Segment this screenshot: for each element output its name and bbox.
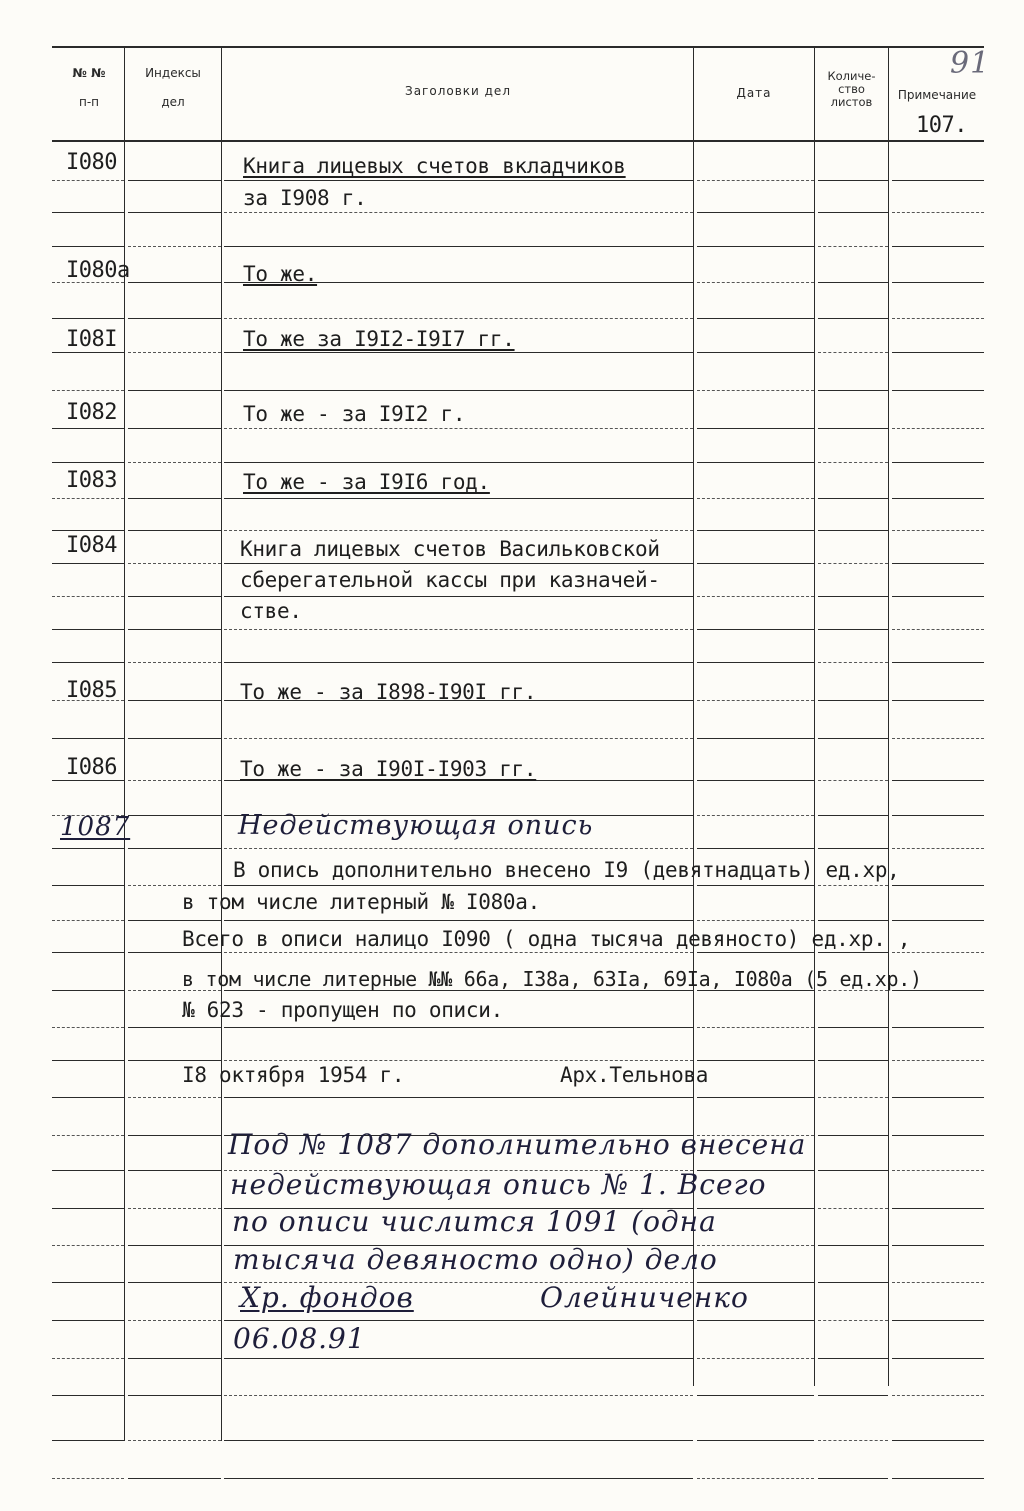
entry-number-7: I085 (66, 678, 117, 703)
row-rule (52, 738, 124, 739)
row-rule (52, 1282, 124, 1283)
handwritten-note-line4: тысяча девяносто одно) дело (233, 1243, 718, 1276)
row-rule (128, 1320, 221, 1321)
row-rule (128, 1060, 221, 1061)
row-rule (224, 1060, 693, 1061)
row-rule (52, 1440, 124, 1441)
row-rule (892, 390, 984, 391)
row-rule (128, 180, 221, 181)
row-rule (818, 1170, 888, 1171)
row-rule (128, 1208, 221, 1209)
row-rule (892, 498, 984, 499)
row-rule (697, 1478, 814, 1479)
row-rule (818, 1060, 888, 1061)
row-rule (697, 1320, 814, 1321)
row-rule (128, 462, 221, 463)
corner-mark: 91 (950, 46, 991, 81)
row-rule (128, 498, 221, 499)
entry-number-6: I084 (66, 533, 117, 558)
row-rule (128, 815, 221, 816)
row-rule (52, 390, 124, 391)
row-rule (128, 1245, 221, 1246)
row-rule (697, 885, 814, 886)
row-rule (892, 282, 984, 283)
entry-title-1-line2: за I908 г. (243, 186, 367, 210)
row-rule (892, 1395, 984, 1396)
row-rule (128, 563, 221, 564)
row-rule (52, 1097, 124, 1098)
row-rule (52, 780, 124, 781)
row-rule (818, 318, 888, 319)
row-rule (224, 1027, 693, 1028)
row-rule (224, 246, 693, 247)
row-rule (892, 1245, 984, 1246)
row-rule (892, 780, 984, 781)
row-rule (697, 563, 814, 564)
row-rule (128, 352, 221, 353)
row-rule (697, 318, 814, 319)
row-rule (818, 1395, 888, 1396)
page-number: 107. (916, 113, 967, 138)
col-divider-num (124, 46, 125, 1441)
row-rule (52, 530, 124, 531)
row-rule (892, 1208, 984, 1209)
handwritten-note-signature: Олейниченко (540, 1281, 749, 1314)
row-rule (818, 780, 888, 781)
row-rule (892, 1440, 984, 1441)
row-rule (892, 920, 984, 921)
row-rule (697, 352, 814, 353)
row-rule (697, 530, 814, 531)
row-rule (818, 1027, 888, 1028)
row-rule (892, 848, 984, 849)
row-rule (52, 1320, 124, 1321)
entry-title-6-line1: Книга лицевых счетов Васильковской (240, 537, 660, 561)
row-rule (818, 530, 888, 531)
row-rule (697, 1027, 814, 1028)
row-rule (818, 1245, 888, 1246)
row-rule (128, 848, 221, 849)
row-rule (52, 990, 124, 991)
entry-title-1-line1: Книга лицевых счетов вкладчиков (243, 154, 626, 178)
row-rule (818, 1208, 888, 1209)
row-rule (224, 428, 693, 429)
entry-number-2: I080а (66, 258, 130, 283)
row-rule (818, 352, 888, 353)
row-rule (818, 180, 888, 181)
row-rule (128, 1440, 221, 1441)
row-rule (892, 596, 984, 597)
header-index-line1: Индексы (145, 66, 201, 80)
col-divider-index (221, 46, 222, 1441)
row-rule (52, 1358, 124, 1359)
row-rule (697, 952, 814, 953)
row-rule (128, 428, 221, 429)
row-rule (224, 563, 693, 564)
header-index-line2: дел (161, 95, 185, 109)
entry-number-3: I08I (66, 327, 117, 352)
row-rule (892, 1027, 984, 1028)
row-rule (892, 629, 984, 630)
closing-note-line4: в том числе литерные №№ 66а, I38а, 63Iа, 69Iа, I080а (5 ед.хр.) (182, 967, 922, 991)
row-rule (818, 1282, 888, 1283)
row-rule (818, 952, 888, 953)
row-rule (697, 780, 814, 781)
row-rule (52, 885, 124, 886)
handwritten-note-line1: Под № 1087 дополнительно внесена (228, 1128, 807, 1161)
row-rule (128, 318, 221, 319)
row-rule (892, 563, 984, 564)
row-rule (52, 952, 124, 953)
row-rule (224, 596, 693, 597)
row-rule (224, 885, 693, 886)
row-rule (818, 848, 888, 849)
closing-note-line5: № 623 - пропущен по описи. (182, 998, 503, 1022)
row-rule (128, 246, 221, 247)
header-title: Заголовки дел (405, 84, 511, 98)
row-rule (224, 180, 693, 181)
row-rule (892, 246, 984, 247)
row-rule (224, 318, 693, 319)
row-rule (892, 1135, 984, 1136)
row-rule (128, 662, 221, 663)
row-rule (892, 700, 984, 701)
entry-title-2-line1: То же. (243, 262, 318, 286)
row-rule (52, 596, 124, 597)
row-rule (128, 1027, 221, 1028)
row-rule (818, 1097, 888, 1098)
row-rule (52, 352, 124, 353)
row-rule (128, 700, 221, 701)
row-rule (224, 1440, 693, 1441)
row-rule (128, 1478, 221, 1479)
row-rule (128, 920, 221, 921)
row-rule (224, 920, 693, 921)
closing-note-line1: В опись дополнительно внесено I9 (девятнадцать) ед.хр, (233, 858, 900, 882)
row-rule (818, 563, 888, 564)
row-rule (224, 952, 693, 953)
row-rule (818, 246, 888, 247)
row-rule (892, 1170, 984, 1171)
row-rule (892, 318, 984, 319)
row-rule (52, 212, 124, 213)
row-rule (697, 1097, 814, 1098)
row-rule (892, 428, 984, 429)
row-rule (697, 428, 814, 429)
row-rule (697, 700, 814, 701)
row-rule (818, 212, 888, 213)
row-rule (697, 848, 814, 849)
row-rule (818, 596, 888, 597)
row-rule (697, 596, 814, 597)
row-rule (697, 212, 814, 213)
header-top-rule (52, 46, 984, 48)
row-rule (818, 390, 888, 391)
row-rule (52, 498, 124, 499)
row-rule (52, 1170, 124, 1171)
row-rule (818, 498, 888, 499)
entry-title-7-line1: То же - за I898-I90I гг. (240, 680, 537, 704)
row-rule (697, 662, 814, 663)
row-rule (892, 1320, 984, 1321)
entry-number-4: I082 (66, 400, 117, 425)
row-rule (128, 1097, 221, 1098)
header-date: Дата (736, 86, 772, 100)
row-rule (128, 596, 221, 597)
header-num (56, 66, 122, 110)
closing-note-line3: Всего в описи налицо I090 ( одна тысяча девяносто) ед.хр. , (182, 927, 911, 951)
row-rule (128, 780, 221, 781)
row-rule (818, 920, 888, 921)
row-rule (697, 1395, 814, 1396)
row-rule (697, 629, 814, 630)
row-rule (128, 1170, 221, 1171)
row-rule (697, 1440, 814, 1441)
row-rule (892, 1358, 984, 1359)
row-rule (128, 212, 221, 213)
entry-number-5: I083 (66, 468, 117, 493)
row-rule (892, 462, 984, 463)
row-rule (697, 815, 814, 816)
row-rule (128, 1395, 221, 1396)
row-rule (892, 1478, 984, 1479)
handwritten-note-line2: недействующая опись № 1. Всего (230, 1168, 767, 1201)
closing-note-date: I8 октября 1954 г. (182, 1063, 405, 1087)
row-rule (128, 390, 221, 391)
row-rule (892, 180, 984, 181)
header-count-line2: ство (838, 82, 865, 96)
row-rule (52, 1060, 124, 1061)
row-rule (224, 1395, 693, 1396)
row-rule (818, 629, 888, 630)
row-rule (892, 815, 984, 816)
row-rule (224, 1097, 693, 1098)
row-rule (697, 246, 814, 247)
row-rule (52, 462, 124, 463)
row-rule (52, 1395, 124, 1396)
row-rule (697, 180, 814, 181)
handwritten-note-line3: по описи числится 1091 (одна (232, 1205, 717, 1238)
row-rule (892, 662, 984, 663)
header-index (126, 66, 220, 110)
row-rule (224, 530, 693, 531)
entry-number-1: I080 (66, 150, 117, 175)
header-notes: Примечание (897, 88, 977, 102)
row-rule (128, 738, 221, 739)
row-rule (128, 1135, 221, 1136)
header-count (816, 70, 887, 109)
row-rule (224, 629, 693, 630)
closing-note-signature: Арх.Тельнова (560, 1063, 709, 1087)
row-rule (892, 1097, 984, 1098)
row-rule (128, 530, 221, 531)
row-rule (224, 738, 693, 739)
entry-title-3-line1: То же за I9I2-I9I7 гг. (243, 327, 515, 351)
row-rule (52, 246, 124, 247)
entry-title-6-line2: сберегательной кассы при казначей- (240, 568, 660, 592)
row-rule (52, 848, 124, 849)
row-rule (224, 212, 693, 213)
row-rule (697, 1060, 814, 1061)
row-rule (697, 498, 814, 499)
row-rule (892, 1060, 984, 1061)
row-rule (52, 1027, 124, 1028)
row-rule (128, 952, 221, 953)
row-rule (818, 282, 888, 283)
row-rule (224, 1478, 693, 1479)
row-rule (224, 848, 693, 849)
row-rule (818, 700, 888, 701)
row-rule (128, 1282, 221, 1283)
row-rule (224, 390, 693, 391)
entry-number-8: I086 (66, 755, 117, 780)
row-rule (697, 1358, 814, 1359)
closing-note-line2: в том числе литерный № I080а. (182, 890, 540, 914)
row-rule (892, 952, 984, 953)
row-rule (224, 662, 693, 663)
row-rule (818, 815, 888, 816)
row-rule (818, 1478, 888, 1479)
row-rule (818, 885, 888, 886)
row-rule (52, 662, 124, 663)
row-rule (52, 1245, 124, 1246)
row-rule (818, 738, 888, 739)
row-rule (697, 462, 814, 463)
row-rule (128, 629, 221, 630)
row-rule (892, 530, 984, 531)
row-rule (128, 885, 221, 886)
row-rule (892, 212, 984, 213)
entry-title-8-line1: То же - за I90I-I903 гг. (240, 757, 537, 781)
header-bottom-rule (52, 140, 984, 142)
header-num-line2: п-п (78, 95, 100, 109)
row-rule (52, 1135, 124, 1136)
row-rule (818, 662, 888, 663)
row-rule (892, 738, 984, 739)
row-rule (892, 885, 984, 886)
handwritten-entry-title: Недействующая опись (238, 810, 594, 841)
col-divider-date (814, 46, 815, 1386)
row-rule (52, 920, 124, 921)
row-rule (52, 563, 124, 564)
row-rule (892, 1282, 984, 1283)
handwritten-entry-number: 1087 (60, 812, 131, 842)
row-rule (818, 1320, 888, 1321)
row-rule (224, 462, 693, 463)
row-rule (52, 180, 124, 181)
handwritten-note-line5: Хр. фондов (240, 1281, 414, 1314)
row-rule (52, 1478, 124, 1479)
row-rule (52, 629, 124, 630)
row-rule (818, 1135, 888, 1136)
row-rule (818, 1440, 888, 1441)
entry-title-6-line3: стве. (240, 599, 302, 623)
row-rule (818, 462, 888, 463)
row-rule (818, 1358, 888, 1359)
row-rule (52, 1208, 124, 1209)
row-rule (52, 318, 124, 319)
row-rule (224, 498, 693, 499)
row-rule (224, 1358, 693, 1359)
header-count-line3: листов (830, 95, 873, 109)
row-rule (697, 920, 814, 921)
row-rule (892, 352, 984, 353)
header-count-line1: Количе- (827, 69, 876, 83)
row-rule (697, 738, 814, 739)
row-rule (128, 282, 221, 283)
handwritten-note-date: 06.08.91 (233, 1322, 366, 1355)
row-rule (697, 390, 814, 391)
entry-title-4-line1: То же - за I9I2 г. (243, 402, 466, 426)
row-rule (128, 1358, 221, 1359)
row-rule (52, 428, 124, 429)
header-num-line1: № № (72, 66, 106, 80)
entry-title-5-line1: То же - за I9I6 год. (243, 470, 490, 494)
row-rule (224, 352, 693, 353)
row-rule (224, 1320, 693, 1321)
col-divider-count (888, 46, 889, 1386)
row-rule (818, 428, 888, 429)
row-rule (697, 282, 814, 283)
